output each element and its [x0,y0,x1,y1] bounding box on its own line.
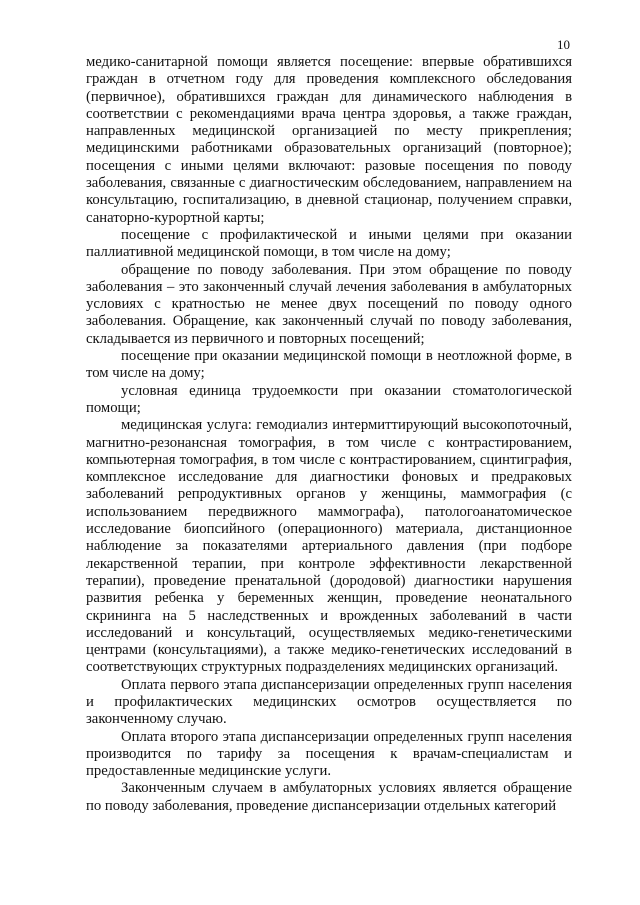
paragraph-palliative-visit: посещение с профилактической и иными целями при оказании паллиативной медицинской помощи, в том числе на дому; [86,226,572,261]
body-text [86,54,572,815]
paragraph-first-stage-payment: Оплата первого этапа диспансеризации определенных групп населения и профилактических медицинских осмотров осуществляется по законченному случаю. [86,676,572,728]
paragraph-disease-visit: обращение по поводу заболевания. При этом обращение по поводу заболевания – это законченный случай лечения заболевания в амбулаторных условиях с кратностью не менее двух посещений по поводу одного заболевания. Обращение, как законченный случай по поводу заболевания, складывается из первичного и повторных посещений; [86,261,572,347]
page-number: 10 [557,37,570,52]
paragraph-medical-service: медицинская услуга: гемодиализ интермиттирующий высокопоточный, магнитно-резонансная томография, в том числе с контрастированием, компьютерная томография, в том числе с контрастированием, сцинтиграфия, комплексное исследование для диагностики фоновых и предраковых заболеваний репродуктивных органов у женщины, маммография (с использованием передвижного маммографа), патологоанатомическое исследование биопсийного (операционного) материала, дистанционное наблюдение за показателями артериального давления (при подборе лекарственной терапии, при контроле эффективности лекарственной терапии), проведение пренатальной (дородовой) диагностики нарушения развития ребенка у беременных женщин, проведение неонатального скрининга на 5 наследственных и врожденных заболеваний в части исследований и консультаций, осуществляемых медико-генетическими центрами (консультациями), а также медико-генетических исследований в соответствующих структурных подразделениях медицинских организаций. [86,417,572,676]
paragraph-completed-case: Законченным случаем в амбулаторных условиях является обращение по поводу заболевания, проведение диспансеризации отдельных категорий [86,780,572,814]
paragraph-continuation: медико-санитарной помощи является посещение: впервые обратившихся граждан в отчетном году для проведения комплексного обследования (первичное), обратившихся граждан для динамического наблюдения в соответствии с рекомендациями врача центра здоровья, а также граждан, направленных медицинской организацией по месту прикрепления; медицинскими работниками образовательных организаций (повторное); посещения с иными целями включают: разовые посещения по поводу заболевания, связанные с диагностическим обследованием, направлением на консультацию, госпитализацию, в дневной стационар, получением справки, санаторно-курортной карты; [86,54,572,226]
paragraph-urgent-care: посещение при оказании медицинской помощи в неотложной форме, в том числе на дому; [86,348,572,382]
paragraph-second-stage-payment: Оплата второго этапа диспансеризации определенных групп населения производится по тарифу за посещения к врачам-специалистам и предоставленные медицинские услуги. [86,728,572,780]
paragraph-dental-unit: условная единица трудоемкости при оказании стоматологической помощи; [86,382,572,416]
